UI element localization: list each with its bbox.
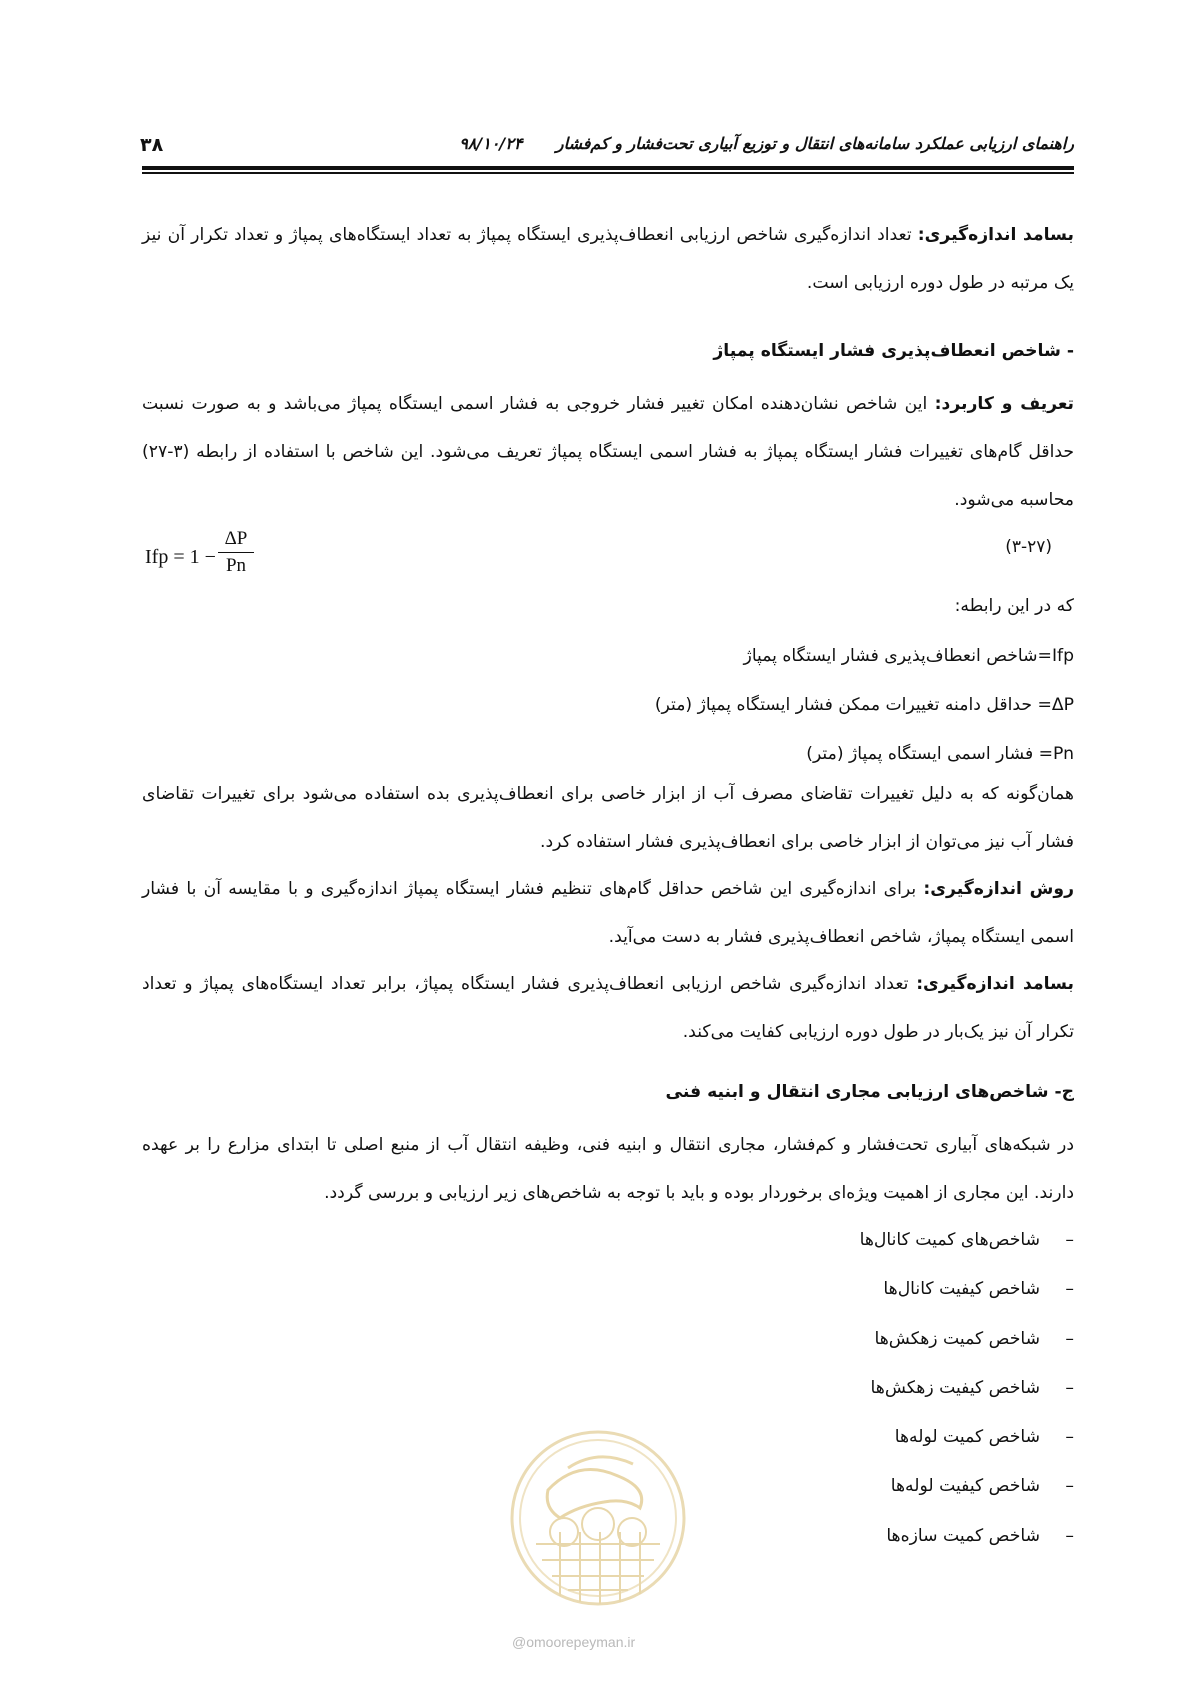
paragraph-label: روش اندازه‌گیری: — [923, 879, 1074, 899]
list-dash: – — [1065, 1230, 1074, 1250]
page-header — [142, 128, 1074, 168]
paragraph-frequency-1 — [142, 211, 1074, 307]
list-item-text: شاخص کیفیت زهکش‌ها — [870, 1377, 1040, 1398]
list-item — [574, 1315, 1074, 1364]
paragraph-label: تعریف و کاربرد: — [934, 394, 1075, 414]
definition-ifp: Ifp=شاخص انعطاف‌پذیری فشار ایستگاه پمپاژ — [743, 646, 1074, 666]
paragraph-label: بسامد اندازه‌گیری: — [916, 974, 1074, 994]
paragraph-demand: همان‌گونه که به دلیل تغییرات تقاضای مصرف آب از ابزار خاصی برای انعطاف‌پذیری بده استفاده می‌شود برای تغییرات تقاضای فشار آب نیز می‌توان از ابزار خاصی برای انعطاف‌پذیری فشار استفاده کرد. — [142, 784, 1074, 852]
list-item-text: شاخص‌های کمیت کانال‌ها — [859, 1230, 1040, 1250]
document-code: ۹۸/۱۰/۲۴ — [459, 134, 523, 153]
paragraph-text: این شاخص نشان‌دهنده امکان تغییر فشار خروجی به فشار اسمی ایستگاه پمپاژ می‌باشد و به صورت نسبت حداقل گام‌های تغییرات فشار ایستگاه پمپاژ به فشار اسمی ایستگاه پمپاژ تعریف می‌شود. این شاخص با استفاده از رابطه (۳-۲۷) محاسبه می‌شود. — [142, 394, 1074, 510]
list-item — [574, 1364, 1074, 1413]
paragraph-text: تعداد اندازه‌گیری شاخص ارزیابی انعطاف‌پذیری ایستگاه پمپاژ به تعداد ایستگاه‌های پمپاژ و تعداد تکرار آن نیز یک مرتبه در طول دوره ارزیابی است. — [142, 225, 1074, 293]
paragraph-text: تعداد اندازه‌گیری شاخص ارزیابی انعطاف‌پذیری فشار ایستگاه پمپاژ، برابر تعداد ایستگاه‌های پمپاژ و تعداد تکرار آن نیز یک‌بار در طول دوره ارزیابی کفایت می‌کند. — [142, 974, 1074, 1042]
equation-number: (۳-۲۷) — [1005, 537, 1052, 557]
definition-delta-p: ΔP= حداقل دامنه تغییرات ممکن فشار ایستگاه پمپاژ (متر) — [654, 695, 1074, 715]
equation-lhs: Ifp = 1 − — [145, 546, 216, 568]
equation-numerator: ΔP — [224, 528, 248, 549]
watermark-url: @omoorepeyman.ir — [512, 1634, 636, 1650]
paragraph-text: برای اندازه‌گیری این شاخص حداقل گام‌های تنظیم فشار ایستگاه پمپاژ اندازه‌گیری و با مقایسه آن با فشار اسمی ایستگاه پمپاژ، شاخص انعطاف‌پذیری فشار به دست می‌آید. — [142, 879, 1074, 947]
paragraph-method — [142, 865, 1074, 961]
equation-denominator: Pn — [225, 555, 247, 577]
list-dash: – — [1065, 1328, 1074, 1349]
section-heading-pressure-flexibility: - شاخص انعطاف‌پذیری فشار ایستگاه پمپاژ — [713, 341, 1074, 361]
fraction-bar — [218, 552, 254, 553]
page-number: ۳۸ — [140, 134, 164, 156]
paragraph-label: بسامد اندازه‌گیری: — [917, 225, 1074, 245]
definition-pn: Pn= فشار اسمی ایستگاه پمپاژ (متر) — [806, 744, 1074, 764]
list-dash: – — [1065, 1476, 1074, 1497]
running-title — [459, 134, 1074, 153]
header-rule-thick — [142, 166, 1074, 170]
list-item-text: شاخص کمیت سازه‌ها — [886, 1525, 1040, 1546]
list-item-text: شاخص کمیت زهکش‌ها — [874, 1328, 1040, 1349]
equation-fraction — [218, 528, 254, 577]
list-dash: – — [1065, 1377, 1074, 1398]
where-label: که در این رابطه: — [954, 596, 1074, 616]
document-title: راهنمای ارزیابی عملکرد سامانه‌های انتقال و توزیع آبیاری تحت‌فشار و کم‌فشار — [555, 134, 1074, 153]
section-heading-conveyance: ج- شاخص‌های ارزیابی مجاری انتقال و ابنیه فنی — [665, 1082, 1074, 1102]
list-item — [574, 1265, 1074, 1314]
publisher-seal-icon — [508, 1428, 688, 1608]
equation — [145, 528, 285, 588]
list-item-text: شاخص کمیت لوله‌ها — [894, 1427, 1040, 1448]
list-item — [574, 1216, 1074, 1265]
paragraph-frequency-2 — [142, 960, 1074, 1056]
list-item-text: شاخص کیفیت کانال‌ها — [883, 1279, 1040, 1300]
header-rule-thin — [142, 172, 1074, 174]
list-dash: – — [1065, 1279, 1074, 1300]
paragraph-conveyance: در شبکه‌های آبیاری تحت‌فشار و کم‌فشار، مجاری انتقال و ابنیه فنی، وظیفه انتقال آب از منبع اصلی تا ابتدای مزارع را بر عهده دارند. این مجاری از اهمیت ویژه‌ای برخوردار بوده و باید با توجه به شاخص‌های زیر ارزیابی و بررسی گردد. — [142, 1135, 1074, 1203]
paragraph-definition — [142, 380, 1074, 524]
list-item-text: شاخص کیفیت لوله‌ها — [890, 1476, 1040, 1497]
list-dash: – — [1065, 1525, 1074, 1546]
list-dash: – — [1065, 1427, 1074, 1448]
